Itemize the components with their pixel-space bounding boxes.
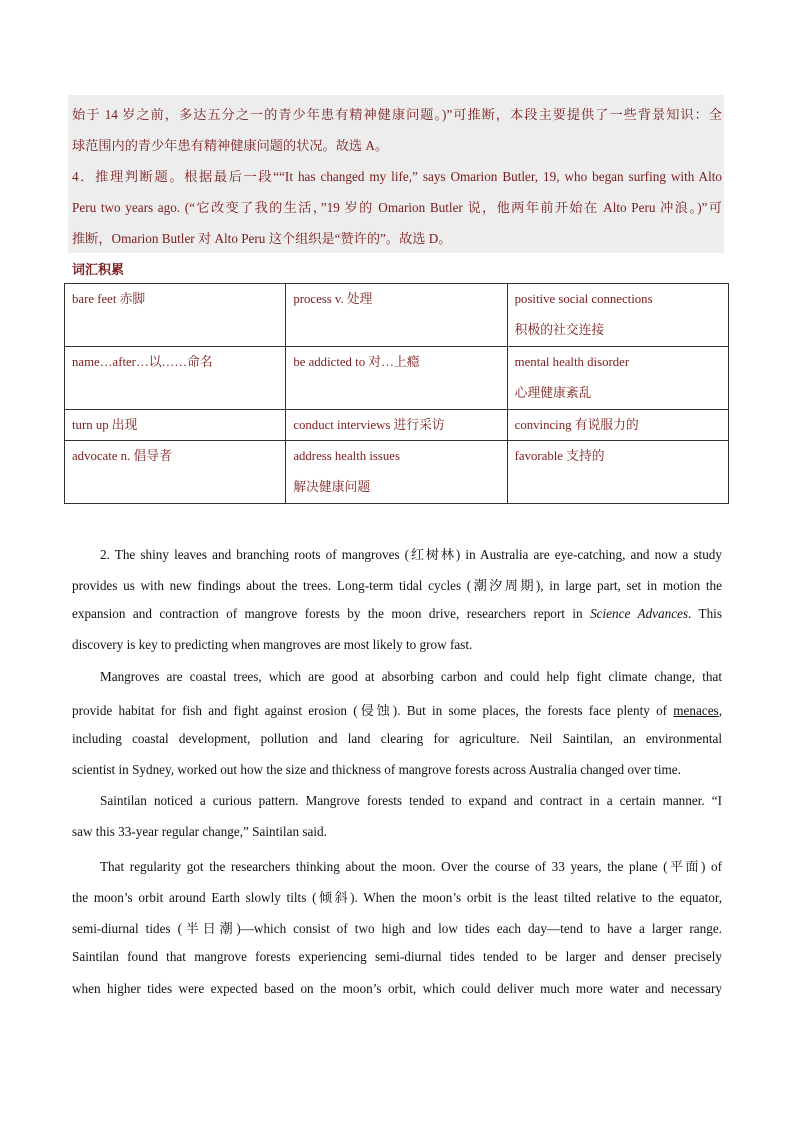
passage-line: including coastal development, pollution and land clearing for agriculture. Neil Saintilan, an environmental <box>72 731 722 746</box>
passage-line: Saintilan noticed a curious pattern. Mangrove forests tended to expand and contract in a certain manner. “I <box>100 793 722 808</box>
passage-line: when higher tides were expected based on the moon’s orbit, which could deliver much more water and necessary <box>72 981 722 996</box>
table-cell: name…after…以……命名 <box>65 347 286 410</box>
table-cell: conduct interviews 进行采访 <box>286 410 507 441</box>
table-row <box>65 410 729 441</box>
vocab-table <box>64 283 729 504</box>
table-cell: turn up 出现 <box>65 410 286 441</box>
passage-line: provides us with new findings about the trees. Long-term tidal cycles (潮汐周期), in large part, set in motion the <box>72 578 722 593</box>
passage-line: expansion and contraction of mangrove forests by the moon drive, researchers report in Science Advances. This <box>72 606 722 621</box>
passage-line: scientist in Sydney, worked out how the size and thickness of mangrove forests across Australia changed over time. <box>72 762 681 777</box>
table-cell: bare feet 赤脚 <box>65 284 286 347</box>
table-cell: convincing 有说服力的 <box>507 410 728 441</box>
vocab-section-title: 词汇积累 <box>72 262 125 277</box>
passage-line: That regularity got the researchers thinking about the moon. Over the course of 33 years, the plane (平面) of <box>100 859 722 874</box>
answer-line: Peru two years ago. (“它改变了我的生活，”19 岁的 Omarion Butler 说，他两年前开始在 Alto Peru 冲浪。)”可 <box>72 200 722 215</box>
passage-line: semi-diurnal tides (半日潮)—which consist of two high and low tides each day—tend to have a larger range. <box>72 921 722 936</box>
passage-line: Saintilan found that mangrove forests experiencing semi-diurnal tides tended to be larger and denser precisely <box>72 949 722 964</box>
passage-line: Mangroves are coastal trees, which are good at absorbing carbon and could help fight climate change, that <box>100 669 722 684</box>
table-row <box>65 347 729 410</box>
table-row <box>65 441 729 504</box>
passage-line: the moon’s orbit around Earth slowly tilts (倾斜). When the moon’s orbit is the least tilted relative to the equator, <box>72 890 722 905</box>
table-cell: favorable 支持的 <box>507 441 728 504</box>
answer-line: 4．推理判断题。根据最后一段““It has changed my life,” says Omarion Butler, 19, who began surfing with Alto <box>72 169 722 184</box>
table-cell: mental health disorder 心理健康紊乱 <box>507 347 728 410</box>
passage-line: provide habitat for fish and fight against erosion (侵蚀). But in some places, the forests face plenty of menaces, <box>72 703 722 718</box>
passage-line: discovery is key to predicting when mangroves are most likely to grow fast. <box>72 637 473 652</box>
table-cell: be addicted to 对…上瘾 <box>286 347 507 410</box>
table-cell: positive social connections 积极的社交连接 <box>507 284 728 347</box>
passage-line: 2. The shiny leaves and branching roots of mangroves (红树林) in Australia are eye-catching, and now a study <box>100 547 722 562</box>
table-cell: address health issues 解决健康问题 <box>286 441 507 504</box>
table-cell: process v. 处理 <box>286 284 507 347</box>
table-cell: advocate n. 倡导者 <box>65 441 286 504</box>
underlined-word: menaces <box>673 703 719 718</box>
answer-line: 始于 14 岁之前，多达五分之一的青少年患有精神健康问题。)”可推断，本段主要提供了一些背景知识：全 <box>72 107 722 122</box>
answer-line: 推断，Omarion Butler 对 Alto Peru 这个组织是“赞许的”。故选 D。 <box>72 231 452 246</box>
answer-line: 球范围内的青少年患有精神健康问题的状况。故选 A。 <box>72 138 389 153</box>
journal-name: Science Advances <box>590 606 689 621</box>
table-row <box>65 284 729 347</box>
passage-line: saw this 33-year regular change,” Saintilan said. <box>72 824 327 839</box>
